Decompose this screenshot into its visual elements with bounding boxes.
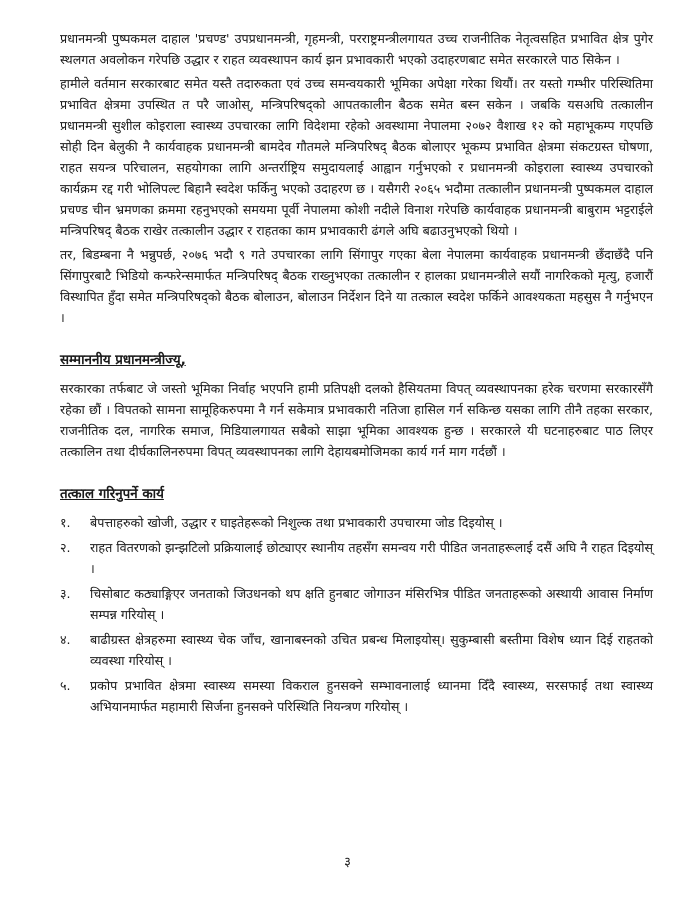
- paragraph: सरकारका तर्फबाट जे जस्तो भूमिका निर्वाह भएपनि हामी प्रतिपक्षी दलको हैसियतमा विपत् व्यवस्थापनका हरेक चरणमा सरकारसँगै रहेका छौं । विपतको सामना सामूहिकरुपमा नै गर्न सकेमात्र प्रभावकारी नतिजा हासिल गर्न सकिन्छ यसका लागि तीनै तहका सरकार, राजनीतिक दल, नागरिक समाज, मिडियालगायत सबैको साझा भूमिका आवश्यक हुन्छ । सरकारले यी घटनाहरुबाट पाठ लिएर तत्कालिन तथा दीर्घकालिनरुपमा विपत् व्यवस्थापनका लागि देहायबमोजिमका कार्य गर्न माग गर्दछौं ।: [60, 381, 654, 459]
- paragraph: हामीले वर्तमान सरकारबाट समेत यस्तै तदारुकता एवं उच्च समन्वयकारी भूमिका अपेक्षा गरेका थियौं। तर यस्तो गम्भीर परिस्थितिमा प्रभावित क्षेत्रमा उपस्थित त परै जाओस्, मन्त्रिपरिषद्को आपतकालीन बैठक समेत बस्न सकेन । जबकि यसअघि तत्कालीन प्रधानमन्त्री सुशील कोइराला स्वास्थ्य उपचारका लागि विदेशमा रहेको अवस्थामा नेपालमा २०७२ वैशाख १२ को महाभूकम्प गएपछि सोही दिन बेलुकी नै कार्यवाहक प्रधानमन्त्री बामदेव गौतमले मन्त्रिपरिषद् बैठक बोलाएर भूकम्प प्रभावित क्षेत्रमा संकटग्रस्त घोषणा, राहत सयन्त्र परिचालन, सहयोगका लागि अन्तर्राष्ट्रिय समुदायलाई आह्वान गर्नुभएको र प्रधानमन्त्री कोइराला स्वास्थ्य उपचारको कार्यक्रम रद्द गरी भोलिपल्ट बिहानै स्वदेश फर्किनु भएको उदाहरण छ । यसैगरी २०६५ भदौमा तत्कालीन प्रधानमन्त्री पुष्पकमल दाहाल प्रचण्ड चीन भ्रमणका क्रममा रहनुभएको समयमा पूर्वी नेपालमा कोशी नदीले विनाश गरेपछि कार्यवाहक प्रधानमन्त्री बाबुराम भट्टराईले मन्त्रिपरिषद् बैठक राखेर तत्कालीन उद्धार र राहतका काम प्रभावकारी ढंगले अघि बढाउनुभएको थियो ।: [60, 76, 653, 238]
- list-item-number: १.: [60, 515, 71, 530]
- list-item-text: चिसोबाट कठ्याङ्गिएर जनताको जिउधनको थप क्षति हुनबाट जोगाउन मंसिरभित्र पीडित जनताहरूको अस्थायी आवास निर्माण सम्पन्न गरियोस् ।: [90, 586, 653, 622]
- list-item-text: बेपत्ताहरुको खोजी, उद्धार र घाइतेहरूको निशुल्क तथा प्रभावकारी उपचारमा जोड दिइयोस् ।: [90, 515, 503, 530]
- paragraph: तर, बिडम्बना नै भन्नुपर्छ, २०७६ भदौ ९ गते उपचारका लागि सिंगापुर गएका बेला नेपालमा कार्यवाहक प्रधानमन्त्री छँदाछँदै पनि सिंगापुरबाटै भिडियो कन्फरेन्समार्फत मन्त्रिपरिषद् बैठक राख्नुभएका तत्कालीन र हालका प्रधानमन्त्रीले सयौं नागरिकको मृत्यु, हजारौं विस्थापित हुँदा समेत मन्त्रिपरिषद्को बैठक बोलाउन, बोलाउन निर्देशन दिने या तत्काल स्वदेश फर्किने आवश्यकता महसुस नै गर्नुभएन ।: [60, 247, 653, 325]
- page-number: ३: [344, 855, 351, 870]
- list-item: [60, 583, 653, 625]
- list-item-text: प्रकोप प्रभावित क्षेत्रमा स्वास्थ्य समस्या विकराल हुनसक्ने सम्भावनालाई ध्यानमा दिँदै स्वास्थ्य, सरसफाई तथा स्वास्थ्य अभियानमार्फत महामारी सिर्जना हुनसक्ने परिस्थिति नियन्त्रण गरियोस् ।: [90, 678, 653, 714]
- list-item-number: ५.: [60, 678, 71, 693]
- section-heading: तत्काल गरिनुपर्ने कार्य: [60, 487, 164, 502]
- list-item: [60, 512, 653, 533]
- list-item: [60, 629, 653, 671]
- list-item: [60, 537, 653, 579]
- action-list: [60, 512, 653, 717]
- list-item-text: बाढीग्रस्त क्षेत्रहरुमा स्वास्थ्य चेक जाँच, खानाबस्नको उचित प्रबन्ध मिलाइयोस्। सुकुम्बासी बस्तीमा विशेष ध्यान दिई राहतको व्यवस्था गरियोस् ।: [90, 632, 653, 668]
- list-item-number: ३.: [60, 586, 71, 601]
- list-item-number: २.: [60, 540, 71, 555]
- paragraph: प्रधानमन्त्री पुष्पकमल दाहाल 'प्रचण्ड' उपप्रधानमन्त्री, गृहमन्त्री, परराष्ट्रमन्त्रीलगायत उच्च राजनीतिक नेतृत्वसहित प्रभावित क्षेत्र पुगेर स्थलगत अवलोकन गरेपछि उद्धार र राहत व्यवस्थापन कार्य झन प्रभावकारी भएको उदाहरणबाट समेत सरकारले पाठ सिकेन ।: [60, 31, 653, 67]
- section-heading: सम्माननीय प्रधानमन्त्रीज्यू,: [60, 353, 186, 368]
- list-item-text: राहत वितरणको झन्झटिलो प्रक्रियालाई छोट्याएर स्थानीय तहसँग समन्वय गरी पीडित जनताहरूलाई दसैं अघि नै राहत दिइयोस् ।: [90, 540, 653, 576]
- list-item-number: ४.: [60, 632, 71, 647]
- list-item: [60, 675, 653, 717]
